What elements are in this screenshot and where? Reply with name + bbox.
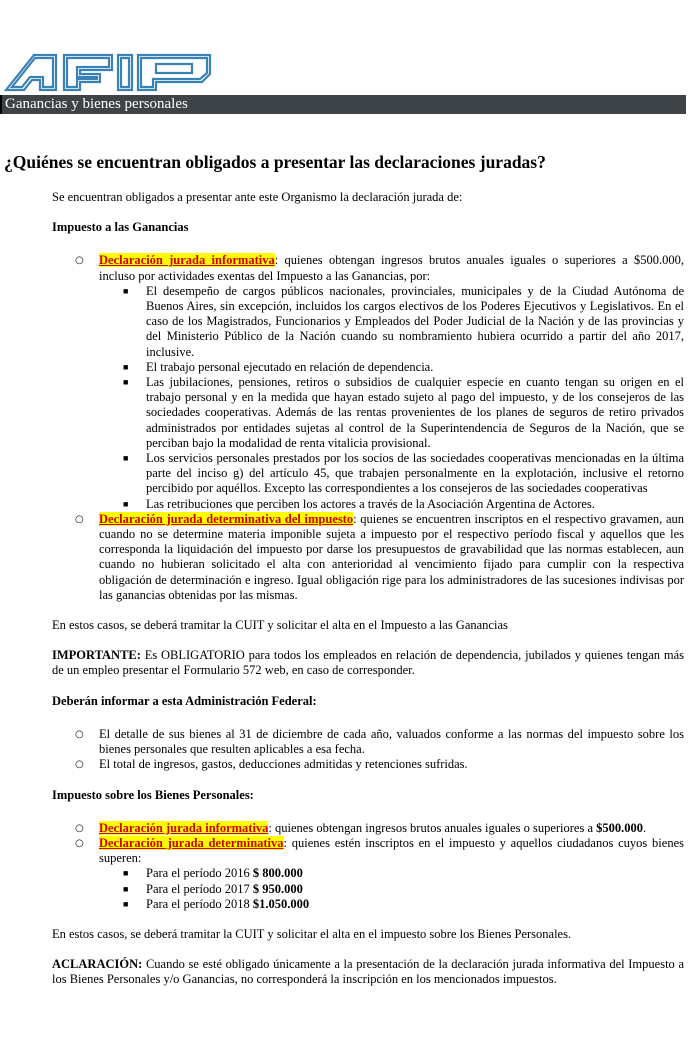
ganancias-sublist: [99, 284, 684, 512]
square-bullet-icon: ■: [123, 285, 129, 296]
ganancias-cuit-note: En estos casos, se deberá tramitar la CUIT y solicitar el alta en el Impuesto a las Ganancias: [52, 618, 508, 633]
sublist-item: ■ Los servicios personales prestados por los socios de las sociedades cooperativas mencionadas en la última parte del inciso g) del artículo 45, que trabajen personalmente en la explotación, inclusive el retorno percibido por aquéllos. Excepto las correspondientes a los consejeros de las sociedades cooperativas: [123, 451, 684, 496]
sublist-item: ■ Para el período 2018 $1.050.000: [123, 896, 310, 911]
bienes-heading: Impuesto sobre los Bienes Personales:: [52, 787, 254, 802]
list-item: ○ Declaración jurada informativa: quienes obtengan ingresos brutos anuales iguales o superiores a $500.000.: [75, 820, 647, 835]
list-item: ○ El detalle de sus bienes al 31 de diciembre de cada año, valuados conforme a las normas del impuesto sobre los bienes personales que resulten aplicables a esa fecha.: [75, 726, 684, 757]
circle-bullet-icon: ○: [75, 837, 84, 849]
bienes-list: [52, 821, 684, 912]
page-title: ¿Quiénes se encuentran obligados a presentar las declaraciones juradas?: [4, 152, 546, 172]
highlighted-term: Declaración jurada determinativa del impuesto: [99, 511, 354, 526]
circle-bullet-icon: ○: [75, 513, 84, 525]
informar-list: [52, 727, 684, 773]
sublist-item: ■ Las retribuciones que perciben los actores a través de la Asociación Argentina de Actores.: [123, 496, 595, 511]
square-bullet-icon: ■: [123, 377, 129, 388]
sublist-item: ■ Para el período 2017 $ 950.000: [123, 881, 303, 896]
circle-bullet-icon: ○: [75, 822, 84, 834]
sublist-item: ■ Las jubilaciones, pensiones, retiros o subsidios de cualquier especie en cuanto tengan su origen en el trabajo personal y en la medida que hayan estado sujeto al pago del impuesto, y de los consejeros de las sociedades cooperativas. Además de las rentas provenientes de los planes de seguros de retiro privados administrados por entidades sujetas al control de la Superintendencia de Seguros de la Nación, que se perciban bajo la modalidad de renta vitalicia provisional.: [123, 375, 684, 450]
circle-bullet-icon: ○: [75, 759, 84, 771]
section-title: Ganancias y bienes personales: [5, 96, 188, 112]
sublist-item: ■ Para el período 2016 $ 800.000: [123, 866, 303, 881]
sublist-item: ■ El desempeño de cargos públicos nacionales, provinciales, municipales y de la Ciudad Autónoma de Buenos Aires, sin excepción, incluidos los cargos electivos de los Poderes Ejecutivos y Legislativos. En el caso de los Magistrados, Funcionarios y Empleados del Poder Judicial de la Nación y de las provincias y del Ministerio Público de la Nación cuando su nombramiento hubiera ocurrido a partir del año 2017, inclusive.: [123, 283, 684, 359]
list-item-text: : quienes se encuentren inscriptos en el respectivo gravamen, aun cuando no se determine materia imponible sujeta a impuesto por el respectivo período fiscal y aquellos que les corresponda la liquidación del impuesto por darse los presupuestos de gravabilidad que las normas establecen, aun cuando no hubieran solicitado el alta con anterioridad al vencimiento fijado para cumplir con la respectiva obligación de determinación e ingreso. Igual obligación rige para los administradores de las sucesiones indivisas por las ganancias obtenidas por las mismas.: [99, 511, 684, 602]
square-bullet-icon: ■: [123, 883, 129, 894]
square-bullet-icon: ■: [123, 361, 129, 372]
section-header-bar: [0, 95, 686, 114]
highlighted-term: Declaración jurada informativa: [99, 820, 269, 835]
aclaracion-note: ACLARACIÓN: Cuando se esté obligado únicamente a la presentación de la declaración jurada informativa del Impuesto a los Bienes Personales y/o Ganancias, no corresponderá la inscripción en los mencionados impuestos.: [52, 957, 684, 987]
periods-sublist: [99, 866, 684, 912]
list-item: ○ El total de ingresos, gastos, deducciones admitidas y retenciones sufridas.: [75, 757, 468, 772]
bienes-cuit-note: En estos casos, se deberá tramitar la CUIT y solicitar el alta en el impuesto sobre los Bienes Personales.: [52, 926, 572, 941]
square-bullet-icon: ■: [123, 898, 129, 909]
list-item-text: : quienes obtengan ingresos brutos anuales iguales o superiores a $500.000, incluso por actividades exentas del Impuesto a las Ganancias, por:: [99, 253, 684, 283]
afip-logo: [4, 52, 214, 96]
square-bullet-icon: ■: [123, 868, 129, 879]
ganancias-heading: Impuesto a las Ganancias: [52, 220, 189, 235]
square-bullet-icon: ■: [123, 498, 129, 509]
list-item: ○ Declaración jurada determinativa: quienes estén inscriptos en el impuesto y aquellos ciudadanos cuyos bienes superen: ■ Para el período 2016 $ 800.000 ■ Para el período 2017 $ 950.000 ■ Para el período 2018 $1.050.000: [75, 835, 684, 911]
highlighted-term: Declaración jurada determinativa: [99, 835, 284, 850]
list-item: [52, 253, 684, 511]
circle-bullet-icon: ○: [75, 728, 84, 740]
square-bullet-icon: ■: [123, 453, 129, 464]
informar-heading: Deberán informar a esta Administración Federal:: [52, 693, 317, 708]
importante-note: IMPORTANTE: Es OBLIGATORIO para todos los empleados en relación de dependencia, jubilados y quienes tengan más de un empleo presentar el Formulario 572 web, en caso de corresponder.: [52, 648, 684, 678]
list-item: [52, 512, 684, 603]
circle-bullet-icon: ○: [75, 255, 84, 267]
ganancias-list: [52, 253, 684, 603]
main-content: [52, 190, 684, 988]
intro-text: Se encuentran obligados a presentar ante este Organismo la declaración jurada de:: [52, 190, 463, 204]
sublist-item: ■ El trabajo personal ejecutado en relación de dependencia.: [123, 359, 434, 374]
highlighted-term: Declaración jurada informativa: [99, 253, 275, 268]
